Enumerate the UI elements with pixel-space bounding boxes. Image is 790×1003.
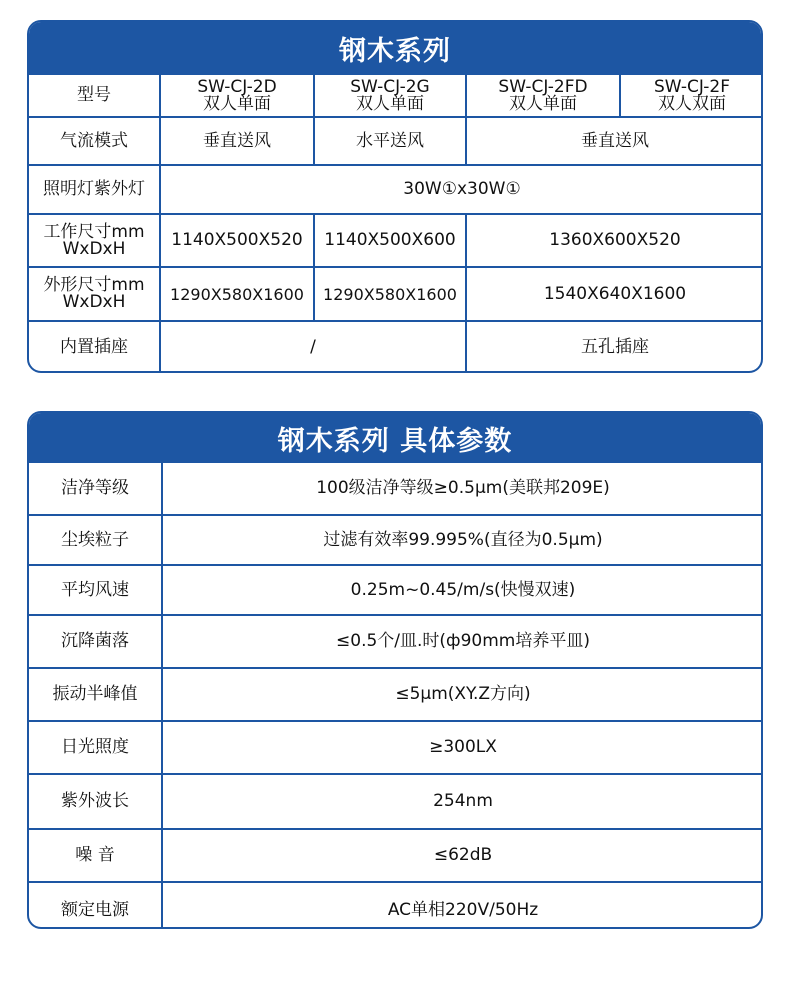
- row-label-line: WxDxH: [62, 238, 126, 259]
- table-row: [29, 829, 763, 882]
- row-label: 气流模式: [29, 117, 160, 165]
- table-cell: ≤62dB: [162, 829, 763, 882]
- model-cell: [466, 75, 620, 117]
- table-cell: 254nm: [162, 774, 763, 829]
- model-code: SW-CJ-2G: [350, 76, 430, 97]
- table-cell: 1290X580X1600: [314, 267, 466, 321]
- model-cell: [160, 75, 314, 117]
- model-cell: [620, 75, 763, 117]
- row-label-line: 工作尺寸mm: [43, 221, 145, 242]
- table-cell: 过滤有效率99.995%(直径为0.5μm): [162, 515, 763, 565]
- table-cell: AC单相220V/50Hz: [387, 899, 539, 920]
- table-row-model: [29, 75, 763, 117]
- table-cell: ≤5μm(XY.Z方向): [162, 668, 763, 721]
- table-row-airflow: [29, 117, 763, 165]
- table-row: [29, 463, 763, 515]
- row-label: 照明灯紫外灯: [29, 165, 160, 214]
- table-row: [29, 774, 763, 829]
- row-label: 噪 音: [29, 829, 162, 882]
- row-label: 洁净等级: [29, 463, 162, 515]
- model-code: SW-CJ-2F: [653, 76, 731, 97]
- table-row-lighting: [29, 165, 763, 214]
- spec-table: [29, 463, 763, 929]
- row-label: 平均风速: [29, 565, 162, 615]
- table-cell: 30W①x30W①: [160, 165, 763, 214]
- table-cell: 1140X500X600: [314, 214, 466, 267]
- table-row: [29, 515, 763, 565]
- table-cell: 五孔插座: [581, 336, 649, 357]
- model-type: 双人单面: [356, 93, 424, 114]
- model-type: 双人单面: [203, 93, 271, 114]
- table-row: [29, 615, 763, 668]
- table-cell: 100级洁净等级≥0.5μm(美联邦209E): [162, 463, 763, 515]
- model-code: SW-CJ-2D: [197, 76, 277, 97]
- table-cell: 1290X580X1600: [160, 267, 314, 321]
- panel-title: 钢木系列 具体参数: [29, 413, 761, 463]
- series-table: [29, 75, 763, 372]
- table-cell: 垂直送风: [466, 117, 763, 165]
- table-cell: ≤0.5个/皿.时(ф90mm培养平皿): [162, 615, 763, 668]
- series-table-panel: [27, 20, 763, 373]
- row-label-line: WxDxH: [62, 292, 126, 312]
- table-row-socket: [29, 321, 763, 372]
- table-row-work-size: [29, 214, 763, 267]
- row-label: [29, 214, 160, 267]
- table-cell: /: [160, 321, 466, 372]
- table-cell: ≥300LX: [162, 721, 763, 774]
- row-label: 额定电源: [29, 882, 162, 929]
- table-cell: 1540X640X1600: [466, 267, 763, 321]
- row-label: 沉降菌落: [29, 615, 162, 668]
- model-type: 双人单面: [509, 93, 577, 114]
- model-cell: [314, 75, 466, 117]
- panel-title: 钢木系列: [29, 22, 761, 75]
- table-cell: 垂直送风: [160, 117, 314, 165]
- table-cell: 1140X500X520: [160, 214, 314, 267]
- spec-table-panel: [27, 411, 763, 929]
- table-row: [29, 721, 763, 774]
- row-label: 振动半峰值: [29, 668, 162, 721]
- row-label: 型号: [29, 75, 160, 117]
- model-code: SW-CJ-2FD: [498, 76, 588, 97]
- row-label: 尘埃粒子: [29, 515, 162, 565]
- row-label-line: 外形尺寸mm: [43, 275, 145, 295]
- row-label: 内置插座: [29, 321, 160, 372]
- table-cell: 0.25m~0.45/m/s(快慢双速): [162, 565, 763, 615]
- row-label: 紫外波长: [29, 774, 162, 829]
- table-cell: 水平送风: [314, 117, 466, 165]
- table-row: [29, 565, 763, 615]
- row-label: 日光照度: [29, 721, 162, 774]
- row-label: [29, 267, 160, 321]
- table-row: [29, 882, 763, 929]
- model-type: 双人双面: [658, 93, 726, 114]
- table-cell: 1360X600X520: [466, 214, 763, 267]
- table-row-outer-size: [29, 267, 763, 321]
- table-row: [29, 668, 763, 721]
